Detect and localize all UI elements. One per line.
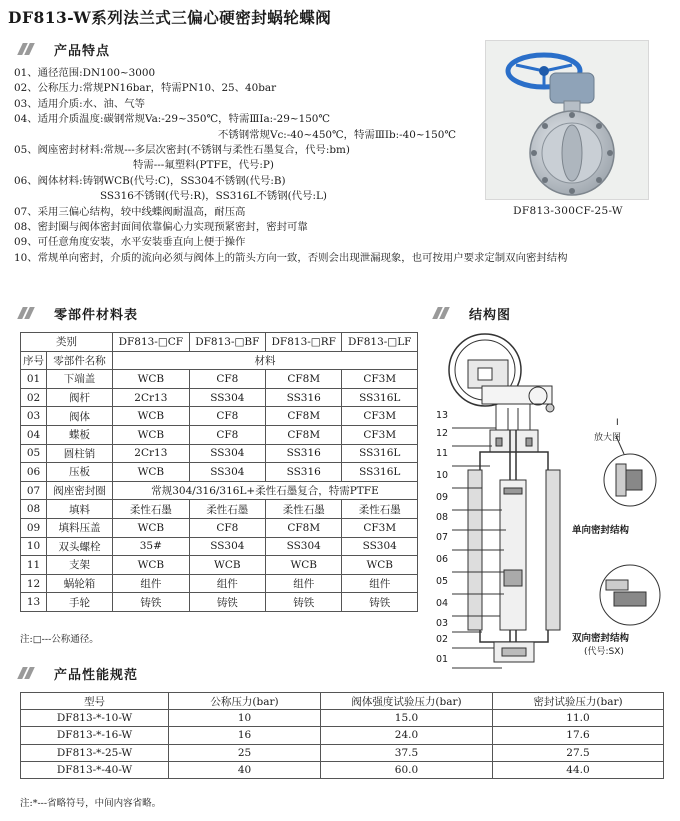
part-number-label: 02 (436, 634, 449, 645)
page-title: DF813-W系列法兰式三偏心硬密封蜗轮蝶阀 (8, 8, 332, 27)
table-row (21, 425, 418, 444)
performance-cell: DF813-*-25-W (21, 744, 169, 761)
performance-cell: 15.0 (321, 710, 493, 727)
row-number: 01 (21, 370, 47, 389)
material-cell: WCB (113, 425, 190, 444)
feature-item: 10、常规单向密封，介质的流向必须与阀体上的箭头方向一致，否则会出现泄漏现象，也可按用户要求定制双向密封结构 (14, 251, 568, 264)
performance-cell: DF813-*-16-W (21, 727, 169, 744)
table-row (21, 593, 418, 612)
part-name: 下端盖 (47, 370, 113, 389)
part-number-label: 01 (436, 654, 449, 665)
feature-item: 07、采用三偏心结构，较中线蝶阀耐温高，耐压高 (14, 205, 246, 218)
section-performance-title: 产品性能规范 (54, 667, 139, 683)
part-name: 阀座密封圈 (47, 481, 113, 500)
table-row (21, 556, 418, 575)
row-number: 10 (21, 537, 47, 556)
section-marker-icon (20, 307, 44, 319)
feature-item: 06、阀体材料:铸钢WCB(代号:C)，SS304不锈钢(代号:B) (14, 174, 286, 187)
part-number-label: 10 (436, 470, 449, 481)
section-structure-title: 结构图 (469, 307, 512, 323)
material-cell: SS316 (265, 388, 342, 407)
performance-cell: 44.0 (493, 761, 664, 778)
materials-table (20, 332, 418, 612)
feature-item: 08、密封圈与阀体密封面间依靠偏心力实现预紧密封，密封可靠 (14, 221, 308, 234)
part-name: 压板 (47, 463, 113, 482)
row-number: 12 (21, 574, 47, 593)
material-cell: 组件 (342, 574, 418, 593)
section-features-title: 产品特点 (54, 43, 111, 59)
part-number-label: 04 (436, 598, 449, 609)
product-photo (485, 40, 649, 200)
material-cell: CF8 (189, 370, 265, 389)
part-header: 零部件名称 (47, 351, 113, 370)
material-cell: 组件 (113, 574, 190, 593)
column-header: 密封试验压力(bar) (493, 693, 664, 710)
material-cell: 2Cr13 (113, 444, 190, 463)
table-row (21, 407, 418, 426)
performance-cell: 17.6 (493, 727, 664, 744)
material-cell: SS316L (342, 388, 418, 407)
no-header: 序号 (21, 351, 47, 370)
structure-diagram (420, 330, 670, 680)
row-number: 03 (21, 407, 47, 426)
part-number-label: 05 (436, 576, 449, 587)
feature-item: 04、适用介质温度:碳钢常规Va:-29~350℃，特需ⅢIa:-29~150℃ (14, 113, 331, 126)
part-name: 阀体 (47, 407, 113, 426)
model-header: DF813-□RF (265, 333, 342, 352)
row-number: 05 (21, 444, 47, 463)
model-header: DF813-□BF (189, 333, 265, 352)
performance-note: 注:*---省略符号，中间内容省略。 (20, 798, 162, 809)
section-marker-icon (435, 307, 459, 319)
part-name: 填料 (47, 500, 113, 519)
model-header: DF813-□LF (342, 333, 418, 352)
merged-material-cell: 常规304/316/316L+柔性石墨复合，特需PTFE (113, 481, 418, 500)
table-row (21, 727, 664, 744)
material-cell: WCB (113, 463, 190, 482)
table-row (21, 444, 418, 463)
photo-caption: DF813-300CF-25-W (513, 205, 623, 217)
valve-photo-illustration (486, 41, 648, 199)
column-header: 公称压力(bar) (169, 693, 321, 710)
material-cell: WCB (189, 556, 265, 575)
performance-table (20, 692, 664, 779)
material-cell: SS304 (189, 388, 265, 407)
performance-cell: DF813-*-40-W (21, 761, 169, 778)
material-cell: 铸铁 (265, 593, 342, 612)
material-cell: SS304 (189, 537, 265, 556)
material-cell: CF8 (189, 518, 265, 537)
row-number: 13 (21, 593, 47, 612)
material-cell: CF8 (189, 425, 265, 444)
part-number-label: 06 (436, 554, 449, 565)
material-cell: 组件 (189, 574, 265, 593)
material-cell: 2Cr13 (113, 388, 190, 407)
material-cell: CF3M (342, 518, 418, 537)
part-number-label: 08 (436, 512, 449, 523)
material-cell: CF8M (265, 518, 342, 537)
material-cell: 组件 (265, 574, 342, 593)
part-name: 手轮 (47, 593, 113, 612)
row-number: 04 (21, 425, 47, 444)
row-number: 06 (21, 463, 47, 482)
material-cell: SS316 (265, 463, 342, 482)
part-name: 支架 (47, 556, 113, 575)
part-name: 蜗轮箱 (47, 574, 113, 593)
table-header-row (21, 333, 418, 352)
section-structure-header (435, 304, 511, 322)
table-row (21, 744, 664, 761)
material-cell: CF3M (342, 370, 418, 389)
performance-cell: 37.5 (321, 744, 493, 761)
detail-label: 放大图 (594, 433, 622, 443)
table-header-row (21, 351, 418, 370)
feature-item: 01、通径范围:DN100~3000 (14, 67, 156, 79)
performance-cell: 11.0 (493, 710, 664, 727)
performance-cell: 24.0 (321, 727, 493, 744)
table-row (21, 761, 664, 778)
material-cell: CF8 (189, 407, 265, 426)
part-number-label: 13 (436, 410, 449, 421)
table-row (21, 370, 418, 389)
section-materials-header (20, 304, 138, 322)
table-row (21, 518, 418, 537)
column-header: 阀体强度试验压力(bar) (321, 693, 493, 710)
performance-cell: 25 (169, 744, 321, 761)
double-seal-label: 双向密封结构 (572, 633, 630, 644)
material-header: 材料 (113, 351, 418, 370)
feature-item: 05、阀座密封材料:常规---多层次密封(不锈钢与柔性石墨复合，代号:bm) (14, 144, 350, 157)
part-name: 阀杆 (47, 388, 113, 407)
material-cell: 35# (113, 537, 190, 556)
performance-cell: 40 (169, 761, 321, 778)
model-header: DF813-□CF (113, 333, 190, 352)
column-header: 型号 (21, 693, 169, 710)
double-seal-code: (代号:SX) (584, 647, 624, 657)
material-cell: SS304 (342, 537, 418, 556)
table-row (21, 500, 418, 519)
material-cell: 铸铁 (113, 593, 190, 612)
material-cell: SS316 (265, 444, 342, 463)
performance-cell: 27.5 (493, 744, 664, 761)
section-features-header (20, 40, 110, 58)
material-cell: SS304 (265, 537, 342, 556)
material-cell: 柔性石墨 (189, 500, 265, 519)
materials-note: 注:□---公称通径。 (20, 634, 99, 645)
performance-cell: 10 (169, 710, 321, 727)
detail-number: I (616, 418, 619, 428)
part-number-label: 12 (436, 428, 449, 439)
part-name: 圆柱销 (47, 444, 113, 463)
table-row (21, 388, 418, 407)
material-cell: CF8M (265, 425, 342, 444)
material-cell: WCB (113, 518, 190, 537)
feature-item: 02、公称压力:常规PN16bar，特需PN10、25、40bar (14, 82, 277, 95)
material-cell: WCB (113, 407, 190, 426)
feature-item: 03、适用介质:水、油、气等 (14, 97, 146, 110)
table-row (21, 537, 418, 556)
material-cell: CF3M (342, 425, 418, 444)
material-cell: CF3M (342, 407, 418, 426)
row-number: 02 (21, 388, 47, 407)
feature-item-continued: 不锈钢常规Vc:-40~450℃，特需ⅢIb:-40~150℃ (218, 128, 457, 141)
section-marker-icon (20, 667, 44, 679)
section-performance-header (20, 664, 138, 682)
table-row (21, 463, 418, 482)
material-cell: WCB (342, 556, 418, 575)
category-header: 类别 (21, 333, 113, 352)
section-marker-icon (20, 43, 44, 55)
part-number-label: 03 (436, 618, 449, 629)
part-name: 填料压盖 (47, 518, 113, 537)
table-row (21, 481, 418, 500)
row-number: 09 (21, 518, 47, 537)
material-cell: CF8M (265, 370, 342, 389)
performance-cell: 16 (169, 727, 321, 744)
material-cell: 柔性石墨 (113, 500, 190, 519)
material-cell: 铸铁 (342, 593, 418, 612)
row-number: 11 (21, 556, 47, 575)
part-number-label: 11 (436, 448, 449, 459)
performance-cell: 60.0 (321, 761, 493, 778)
row-number: 08 (21, 500, 47, 519)
material-cell: 柔性石墨 (342, 500, 418, 519)
part-number-label: 07 (436, 532, 449, 543)
material-cell: WCB (113, 556, 190, 575)
feature-item-continued: SS316不锈钢(代号:R)，SS316L不锈钢(代号:L) (100, 190, 327, 203)
table-row (21, 710, 664, 727)
performance-cell: DF813-*-10-W (21, 710, 169, 727)
material-cell: SS304 (189, 444, 265, 463)
material-cell: 铸铁 (189, 593, 265, 612)
material-cell: 柔性石墨 (265, 500, 342, 519)
row-number: 07 (21, 481, 47, 500)
material-cell: SS304 (189, 463, 265, 482)
material-cell: CF8M (265, 407, 342, 426)
single-seal-label: 单向密封结构 (572, 525, 630, 536)
material-cell: SS316L (342, 444, 418, 463)
table-row (21, 574, 418, 593)
feature-item: 09、可任意角度安装，水平安装垂直向上便于操作 (14, 236, 246, 249)
part-name: 蝶板 (47, 425, 113, 444)
table-header-row (21, 693, 664, 710)
part-name: 双头螺栓 (47, 537, 113, 556)
feature-item-continued: 特需---氟塑料(PTFE，代号:P) (133, 159, 274, 172)
material-cell: SS316L (342, 463, 418, 482)
section-materials-title: 零部件材料表 (54, 307, 139, 323)
part-number-label: 09 (436, 492, 449, 503)
material-cell: WCB (265, 556, 342, 575)
material-cell: WCB (113, 370, 190, 389)
